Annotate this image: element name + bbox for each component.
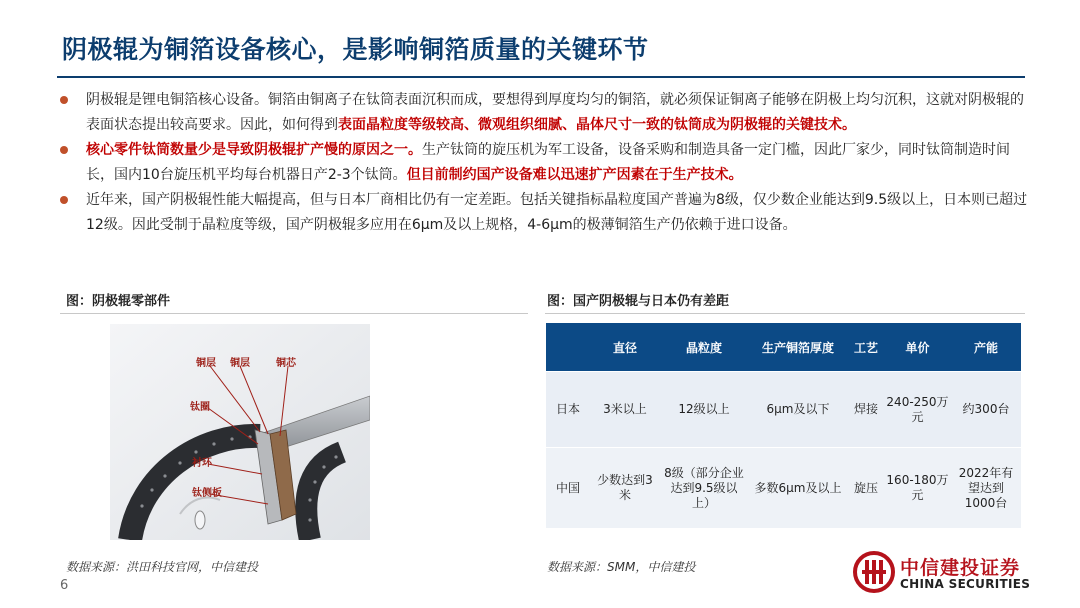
table-header-cell: 晶粒度 [660,323,748,372]
table-header-cell: 单价 [884,323,951,372]
table-cell: 6μm及以下 [748,372,848,448]
figure-right-caption: 图：国产阴极辊与日本仍有差距 [547,294,730,309]
table-cell: 约300台 [951,372,1021,448]
label-titanium-side-plate: 钛侧板 [192,488,222,499]
table-header-cell: 直径 [590,323,660,372]
bullet-list [60,88,1028,238]
table-cell: 中国 [546,448,590,528]
label-copper-core: 铜芯 [276,358,296,369]
bullet-1-highlight: 表面晶粒度等级较高、微观组织细腻、晶体尺寸一致的钛筒成为阴极辊的关键技术。 [338,117,856,133]
label-copper-layer-2: 铜层 [230,358,250,369]
bullet-dot-icon [60,196,68,204]
bullet-item-2 [60,138,1028,188]
logo-name-en: CHINA SECURITIES [900,577,1031,591]
logo-name-cn: 中信建投证券 [900,557,1021,579]
bullet-2-highlight-tail: 但目前制约国产设备难以迅速扩产因素在于生产技术。 [406,167,743,183]
bullet-2-highlight-lead: 核心零件钛筒数量少是导致阴极辊扩产慢的原因之一。 [86,142,422,158]
table-cell: 8级（部分企业达到9.5级以上） [660,448,748,528]
table-header-cell: 生产铜箔厚度 [748,323,848,372]
bullet-dot-icon [60,96,68,104]
title-divider [57,76,1025,78]
table-cell: 多数6μm及以上 [748,448,848,528]
figure-right-source: 数据来源：SMM，中信建投 [547,560,696,574]
bullet-2-text: 生产钛筒的旋压机为军工设备，设备采购和制造具备一定门槛，因此厂家少，同时钛筒制造时间长，国内10台旋压机平均每台机器日产2-3个钛筒。 [86,142,1010,183]
figure-left-source: 数据来源：洪田科技官网，中信建投 [66,560,259,574]
china-securities-logo [852,550,1032,596]
bullet-item-3 [60,188,1028,238]
label-titanium-ring: 钛圈 [190,402,210,413]
table-row [546,372,1021,448]
bullet-1-text: 阴极辊是锂电铜箔核心设备。铜箔由铜离子在钛筒表面沉积而成，要想得到厚度均匀的铜箔，就必须保证铜离子能够在阴极上均匀沉积，这就对阴极辊的表面状态提出较高要求。因此，如何得到 [86,92,1024,133]
table-header-cell: 产能 [951,323,1021,372]
page-number: 6 [60,578,69,593]
table-cell: 日本 [546,372,590,448]
table-cell: 240-250万元 [884,372,951,448]
table-header-cell: 工艺 [848,323,884,372]
table-header-row [546,323,1021,372]
page-title: 阴极辊为铜箔设备核心，是影响铜箔质量的关键环节 [62,35,649,64]
cathode-roller-image [110,324,370,540]
figure-left-divider [60,313,528,314]
table-cell: 旋压 [848,448,884,528]
label-lining-ring: 衬环 [192,458,212,469]
table-cell: 12级以上 [660,372,748,448]
table-cell: 少数达到3米 [590,448,660,528]
table-header-cell [546,323,590,372]
table-cell: 焊接 [848,372,884,448]
bullet-dot-icon [60,146,68,154]
bullet-item-1 [60,88,1028,138]
figure-left-caption: 图：阴极辊零部件 [66,294,171,309]
table-cell: 3米以上 [590,372,660,448]
figure-right-divider [545,313,1025,314]
bullet-3-text: 近年来，国产阴极辊性能大幅提高，但与日本厂商相比仍有一定差距。包括关键指标晶粒度国产普遍为8级，仅少数企业能达到9.5级以上，日本则已超过12级。因此受制于晶粒度等级，国产阴极辊多应用在6μm及以上规格，4-6μm的极薄铜箔生产仍依赖于进口设备。 [86,192,1028,233]
comparison-table [546,323,1021,528]
table-cell: 2022年有望达到1000台 [951,448,1021,528]
label-copper-layer-1: 铜层 [196,358,216,369]
table-row [546,448,1021,528]
china-securities-emblem-icon [852,550,896,594]
table-cell: 160-180万元 [884,448,951,528]
